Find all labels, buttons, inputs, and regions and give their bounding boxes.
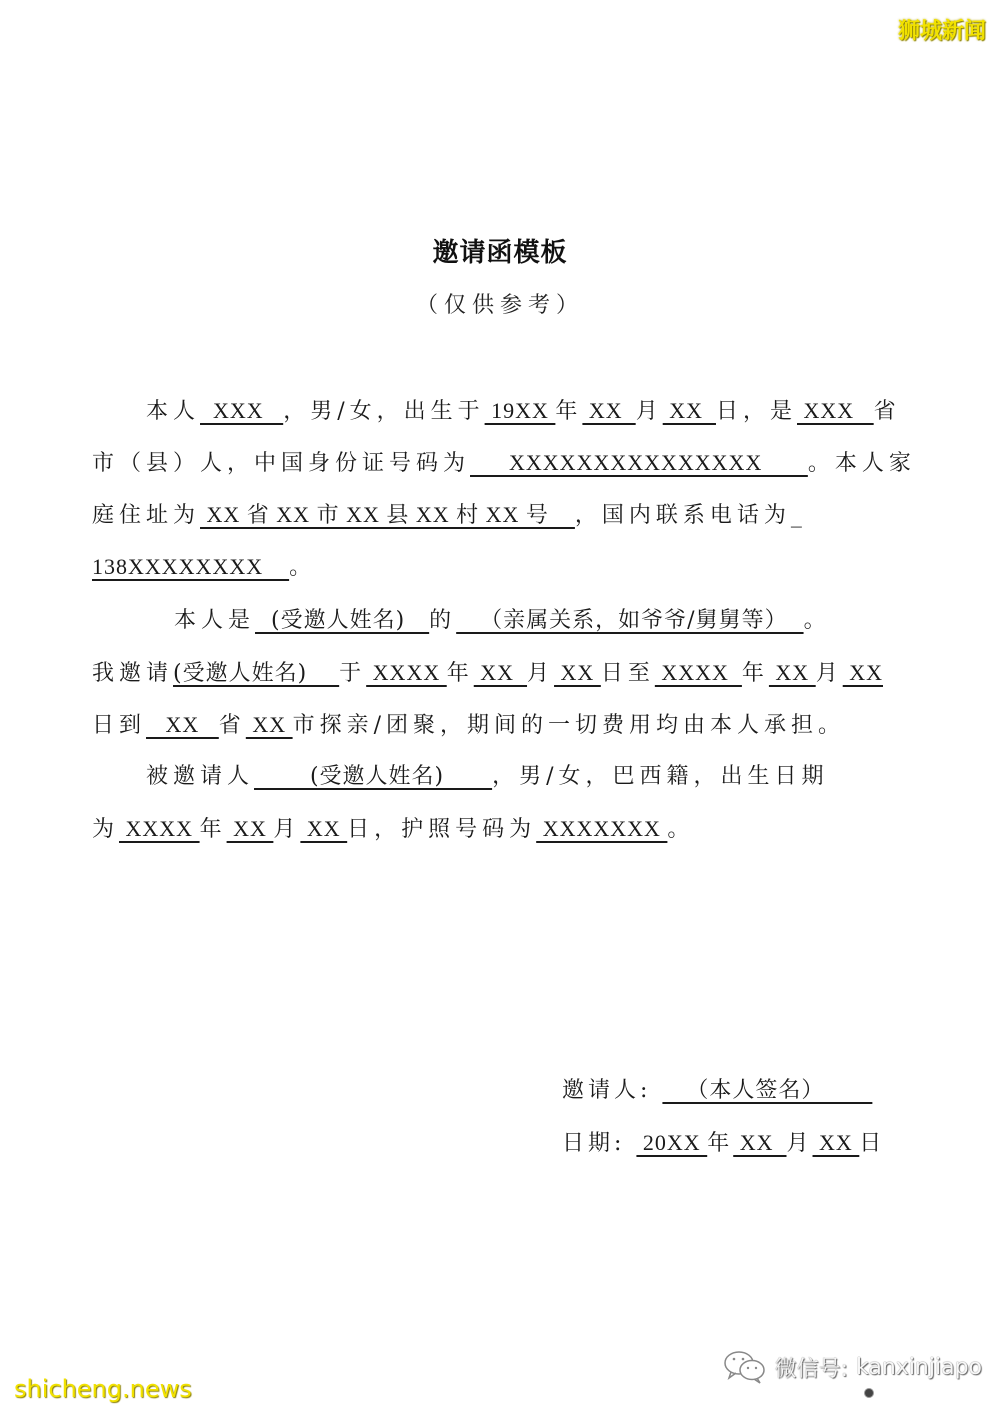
- watermark-bottom-left: shicheng.news: [14, 1375, 192, 1403]
- document-subtitle: （仅供参考）: [415, 293, 584, 318]
- to-day-field: XX: [842, 660, 883, 685]
- text: 被邀请人: [146, 764, 255, 789]
- text: 月: [527, 661, 555, 686]
- phone-field: 138XXXXXXXX: [92, 554, 290, 579]
- text: 本人是: [174, 608, 256, 633]
- text: 月: [815, 661, 843, 686]
- para2-line3: [92, 710, 845, 741]
- para2-line1: [174, 606, 831, 636]
- wechat-label: 微信号:: [774, 1356, 849, 1382]
- from-month-field: XX: [473, 660, 528, 685]
- relation-field: （亲属关系，如爷爷/舅舅等）: [456, 608, 804, 633]
- text: 日: [859, 1131, 886, 1156]
- text: 庭住址为: [92, 503, 201, 528]
- text: 日到: [92, 713, 147, 738]
- para1-line2: [92, 448, 916, 479]
- text: 本人: [146, 399, 201, 424]
- text: 月: [786, 1131, 813, 1156]
- wechat-watermark: [723, 1350, 982, 1384]
- birth-year-field: 19XX: [484, 398, 556, 423]
- text: ，国内联系电话为_: [574, 503, 807, 528]
- text: 。: [667, 817, 695, 842]
- signature-date: [562, 1128, 885, 1159]
- birth-day-field: XX: [662, 398, 716, 423]
- text: 。本人家: [807, 451, 916, 476]
- sign-day-field: XX: [812, 1130, 860, 1155]
- text: 日，是: [715, 399, 797, 424]
- text: 年: [446, 661, 474, 686]
- text: 年: [741, 661, 769, 686]
- sign-month-field: XX: [733, 1130, 787, 1155]
- text: 省: [218, 713, 246, 738]
- para3-line1: [146, 762, 829, 792]
- para3-line2: [92, 814, 694, 845]
- para2-line2: [92, 658, 883, 689]
- inviter-signature-field: （本人签名）: [662, 1078, 873, 1103]
- birth-month-field: XX: [582, 398, 636, 423]
- text: 省: [873, 399, 901, 424]
- invitee-name-field: (受邀人姓名): [254, 764, 493, 789]
- text: 我邀请: [92, 661, 174, 686]
- inviter-name-field: XXX: [200, 398, 284, 423]
- invitee-name-field: (受邀人姓名): [173, 661, 340, 686]
- visit-province-field: XX: [146, 712, 219, 737]
- invitee-birth-year-field: XXXX: [119, 816, 200, 841]
- text: 的: [429, 608, 457, 633]
- province-field: XXX: [797, 398, 874, 423]
- invitee-birth-month-field: XX: [226, 816, 274, 841]
- para1-line4: [92, 552, 316, 583]
- text: 年: [707, 1131, 734, 1156]
- watermark-top-right: 狮城新闻: [897, 19, 986, 44]
- text: 市（县）人，中国身份证号码为: [92, 451, 471, 476]
- inviter-label: 邀请人:: [562, 1078, 652, 1103]
- sign-year-field: 20XX: [636, 1130, 708, 1155]
- copyright-dot-icon: [864, 1388, 874, 1398]
- from-year-field: XXXX: [366, 660, 447, 685]
- signature-inviter: [562, 1076, 872, 1106]
- text: 为: [92, 817, 120, 842]
- text: ，男/女，巴西籍，出生日期: [492, 764, 829, 789]
- invitee-name-field: (受邀人姓名): [255, 608, 430, 633]
- text: 市探亲/团聚，期间的一切费用均由本人承担。: [292, 713, 846, 738]
- from-day-field: XX: [554, 660, 601, 685]
- visit-city-field: XX: [245, 712, 293, 737]
- text: 日至: [600, 661, 655, 686]
- text: 年: [199, 817, 227, 842]
- id-number-field: XXXXXXXXXXXXXXX: [470, 450, 808, 475]
- document-title: 邀请函模板: [432, 238, 568, 268]
- text: 日，护照号码为: [347, 817, 537, 842]
- to-year-field: XXXX: [654, 660, 742, 685]
- date-label: 日期:: [562, 1131, 626, 1156]
- text: 。: [803, 608, 831, 633]
- text: 于: [339, 661, 367, 686]
- text: 。: [289, 555, 317, 580]
- wechat-id: kanxinjiapo: [856, 1354, 982, 1380]
- para1-line1: [146, 396, 901, 427]
- text: ，男/女，出生于: [283, 399, 485, 424]
- para1-line3: [92, 500, 807, 531]
- invitee-birth-day-field: XX: [300, 816, 348, 841]
- passport-number-field: XXXXXXX: [536, 816, 668, 841]
- wechat-icon: [723, 1350, 767, 1384]
- home-address-field: XX 省 XX 市 XX 县 XX 村 XX 号: [200, 502, 575, 527]
- to-month-field: XX: [768, 660, 816, 685]
- text: 月: [273, 817, 301, 842]
- text: 月: [635, 399, 663, 424]
- text: 年: [555, 399, 583, 424]
